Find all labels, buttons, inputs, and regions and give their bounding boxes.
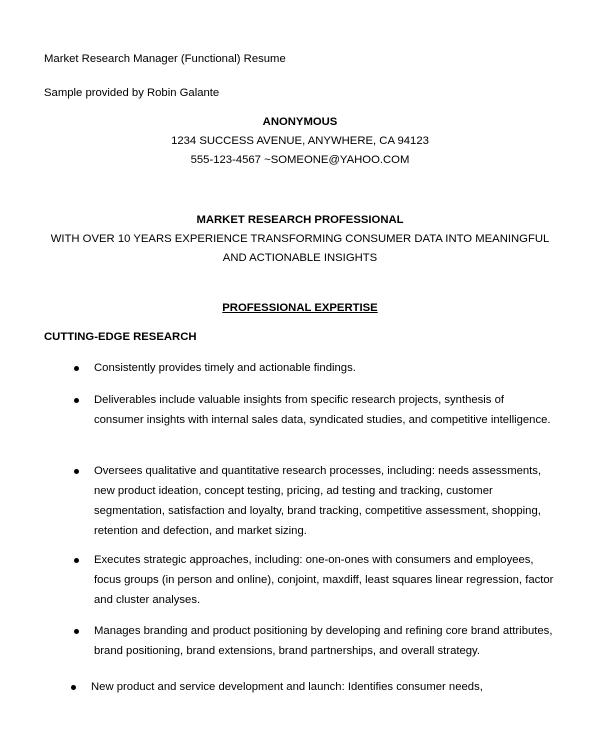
summary-line-2: AND ACTIONABLE INSIGHTS: [222, 252, 378, 264]
contact-phone-email: 555-123-4567 ~SOMEONE@YAHOO.COM: [190, 154, 410, 166]
list-item: Deliverables include valuable insights from specific research projects, synthesis of consumer insights with internal sales data, syndicated studies, and competitive intelligence.: [94, 394, 551, 426]
list-item: Oversees qualitative and quantitative research processes, including: needs assessments, new product ideation, concept testing, pricing, ad testing and tracking, customer segmentation, satisfaction and loyalty, brand tracking, competitive assessment, shopping, retention and defection, and market sizing.: [94, 465, 542, 537]
expertise-heading: PROFESSIONAL EXPERTISE: [222, 302, 378, 314]
expertise-subheading: CUTTING-EDGE RESEARCH: [44, 331, 197, 343]
list-item: Manages branding and product positioning by developing and refining core brand attributes, brand positioning, brand extensions, brand partnerships, and overall strategy.: [94, 625, 553, 657]
contact-address: 1234 SUCCESS AVENUE, ANYWHERE, CA 94123: [171, 135, 429, 147]
bullet-icon: [74, 469, 79, 474]
summary-title: MARKET RESEARCH PROFESSIONAL: [196, 214, 404, 226]
document-title: Market Research Manager (Functional) Resume: [44, 53, 286, 65]
summary-line-1: WITH OVER 10 YEARS EXPERIENCE TRANSFORMING CONSUMER DATA INTO MEANINGFUL: [50, 233, 550, 245]
contact-name: ANONYMOUS: [262, 116, 338, 128]
list-item: New product and service development and launch: Identifies consumer needs,: [91, 681, 483, 693]
bullet-icon: [71, 685, 76, 690]
bullet-icon: [74, 366, 79, 371]
bullet-icon: [74, 398, 79, 403]
bullet-icon: [74, 629, 79, 634]
provided-by-note: Sample provided by Robin Galante: [44, 87, 220, 99]
bullet-icon: [74, 558, 79, 563]
list-item: Consistently provides timely and actionable findings.: [94, 362, 356, 374]
list-item: Executes strategic approaches, including: one-on-ones with consumers and employees, focus groups (in person and online), conjoint, maxdiff, least squares linear regression, factor and cluster analyses.: [94, 554, 554, 606]
